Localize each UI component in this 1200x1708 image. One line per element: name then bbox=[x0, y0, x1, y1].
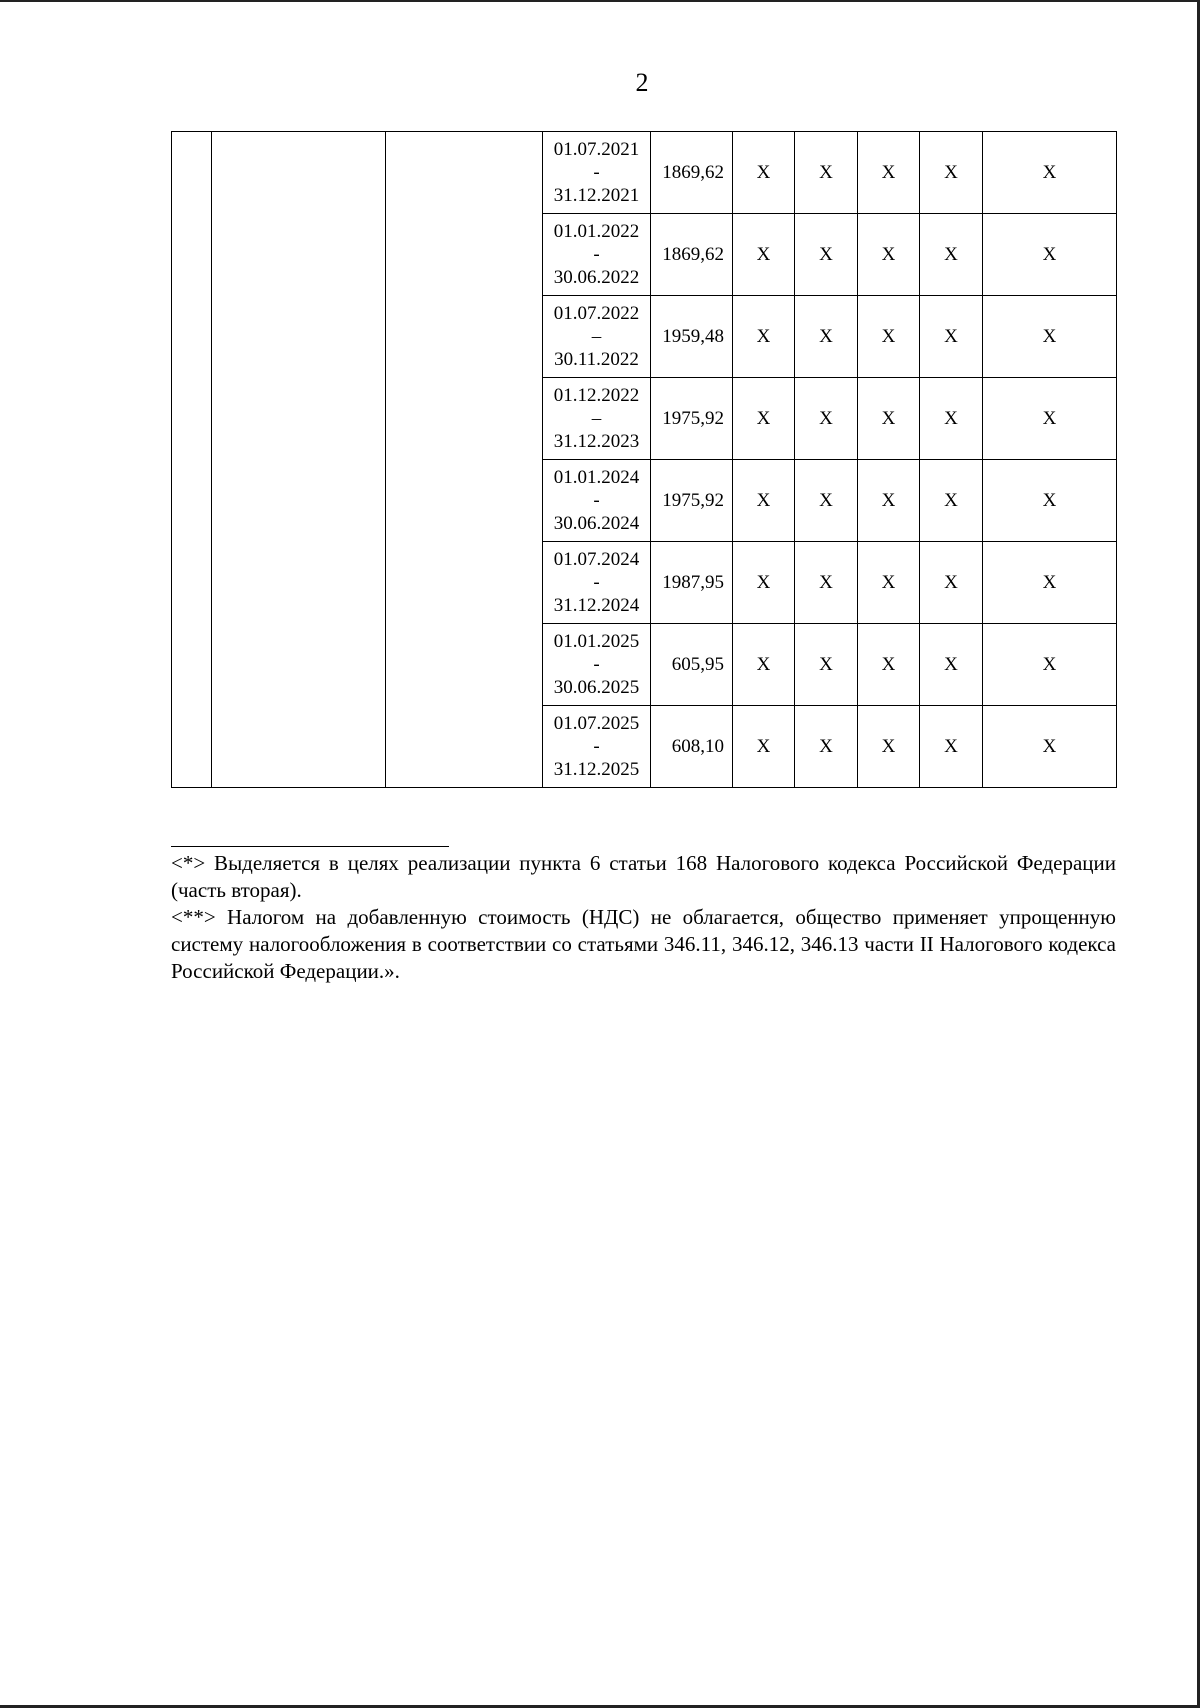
x-mark: X bbox=[983, 296, 1117, 378]
scan-edge-top bbox=[0, 0, 1200, 2]
period-end: 31.12.2021 bbox=[553, 185, 640, 206]
x-mark: X bbox=[920, 296, 983, 378]
x-mark: X bbox=[858, 296, 920, 378]
period-separator: – bbox=[591, 326, 602, 347]
tariff-value: 1975,92 bbox=[651, 378, 733, 460]
x-mark: X bbox=[983, 132, 1117, 214]
period-start: 01.07.2021 bbox=[553, 139, 640, 160]
x-mark: X bbox=[920, 542, 983, 624]
x-mark: X bbox=[733, 214, 795, 296]
period-end: 31.12.2024 bbox=[553, 595, 640, 616]
period-start: 01.12.2022 bbox=[553, 385, 640, 406]
period-start: 01.07.2025 bbox=[553, 713, 640, 734]
period-cell bbox=[543, 296, 651, 378]
x-mark: X bbox=[858, 378, 920, 460]
x-mark: X bbox=[795, 378, 858, 460]
x-mark: X bbox=[983, 460, 1117, 542]
footnote-separator bbox=[171, 846, 449, 847]
x-mark: X bbox=[983, 378, 1117, 460]
x-mark: X bbox=[795, 542, 858, 624]
x-mark: X bbox=[858, 214, 920, 296]
merged-cell-number bbox=[172, 132, 212, 788]
x-mark: X bbox=[733, 706, 795, 788]
period-start: 01.07.2022 bbox=[553, 303, 640, 324]
x-mark: X bbox=[795, 296, 858, 378]
tariff-value: 608,10 bbox=[651, 706, 733, 788]
period-end: 30.11.2022 bbox=[554, 349, 639, 370]
x-mark: X bbox=[983, 214, 1117, 296]
period-separator: – bbox=[591, 408, 602, 429]
merged-cell-tariff-group bbox=[386, 132, 543, 788]
period-cell bbox=[543, 706, 651, 788]
period-cell bbox=[543, 460, 651, 542]
x-mark: X bbox=[920, 214, 983, 296]
x-mark: X bbox=[733, 624, 795, 706]
period-cell bbox=[543, 132, 651, 214]
tariff-table bbox=[171, 131, 1117, 788]
x-mark: X bbox=[858, 624, 920, 706]
period-end: 30.06.2024 bbox=[553, 513, 640, 534]
tariff-value: 1959,48 bbox=[651, 296, 733, 378]
period-separator: - bbox=[593, 654, 600, 675]
period-start: 01.01.2022 bbox=[553, 221, 640, 242]
x-mark: X bbox=[795, 624, 858, 706]
x-mark: X bbox=[733, 460, 795, 542]
x-mark: X bbox=[795, 132, 858, 214]
tariff-value: 605,95 bbox=[651, 624, 733, 706]
period-end: 30.06.2022 bbox=[553, 267, 640, 288]
x-mark: X bbox=[983, 542, 1117, 624]
x-mark: X bbox=[733, 132, 795, 214]
period-start: 01.01.2024 bbox=[553, 467, 640, 488]
footnote-2: <**> Налогом на добавленную стоимость (НДС) не облагается, общество применяет упрощенную систему налогообложения в соответствии со статьями 346.11, 346.12, 346.13 части II Налогового кодекса Российской Федерации.». bbox=[171, 905, 1116, 983]
x-mark: X bbox=[858, 460, 920, 542]
x-mark: X bbox=[920, 460, 983, 542]
x-mark: X bbox=[795, 214, 858, 296]
period-cell bbox=[543, 624, 651, 706]
tariff-value: 1987,95 bbox=[651, 542, 733, 624]
footnotes bbox=[171, 850, 1116, 985]
period-separator: - bbox=[593, 162, 600, 183]
tariff-value: 1975,92 bbox=[651, 460, 733, 542]
x-mark: X bbox=[920, 624, 983, 706]
merged-cell-organization bbox=[212, 132, 386, 788]
period-cell bbox=[543, 378, 651, 460]
x-mark: X bbox=[858, 132, 920, 214]
period-start: 01.01.2025 bbox=[553, 631, 640, 652]
x-mark: X bbox=[983, 624, 1117, 706]
x-mark: X bbox=[920, 132, 983, 214]
period-separator: - bbox=[593, 244, 600, 265]
period-separator: - bbox=[593, 572, 600, 593]
page-number: 2 bbox=[635, 68, 649, 97]
x-mark: X bbox=[733, 542, 795, 624]
x-mark: X bbox=[795, 460, 858, 542]
tariff-value: 1869,62 bbox=[651, 214, 733, 296]
x-mark: X bbox=[733, 296, 795, 378]
x-mark: X bbox=[920, 378, 983, 460]
x-mark: X bbox=[983, 706, 1117, 788]
period-cell bbox=[543, 542, 651, 624]
period-separator: - bbox=[593, 490, 600, 511]
period-end: 30.06.2025 bbox=[553, 677, 640, 698]
period-end: 31.12.2023 bbox=[553, 431, 640, 452]
tariff-value: 1869,62 bbox=[651, 132, 733, 214]
x-mark: X bbox=[920, 706, 983, 788]
period-start: 01.07.2024 bbox=[553, 549, 640, 570]
period-cell bbox=[543, 214, 651, 296]
x-mark: X bbox=[858, 542, 920, 624]
period-end: 31.12.2025 bbox=[553, 759, 640, 780]
x-mark: X bbox=[858, 706, 920, 788]
period-separator: - bbox=[593, 736, 600, 757]
x-mark: X bbox=[733, 378, 795, 460]
footnote-1: <*> Выделяется в целях реализации пункта 6 статьи 168 Налогового кодекса Российской Федерации (часть вторая). bbox=[171, 851, 1116, 902]
x-mark: X bbox=[795, 706, 858, 788]
tariff-table-body bbox=[172, 132, 1117, 788]
table-row bbox=[172, 132, 1117, 214]
